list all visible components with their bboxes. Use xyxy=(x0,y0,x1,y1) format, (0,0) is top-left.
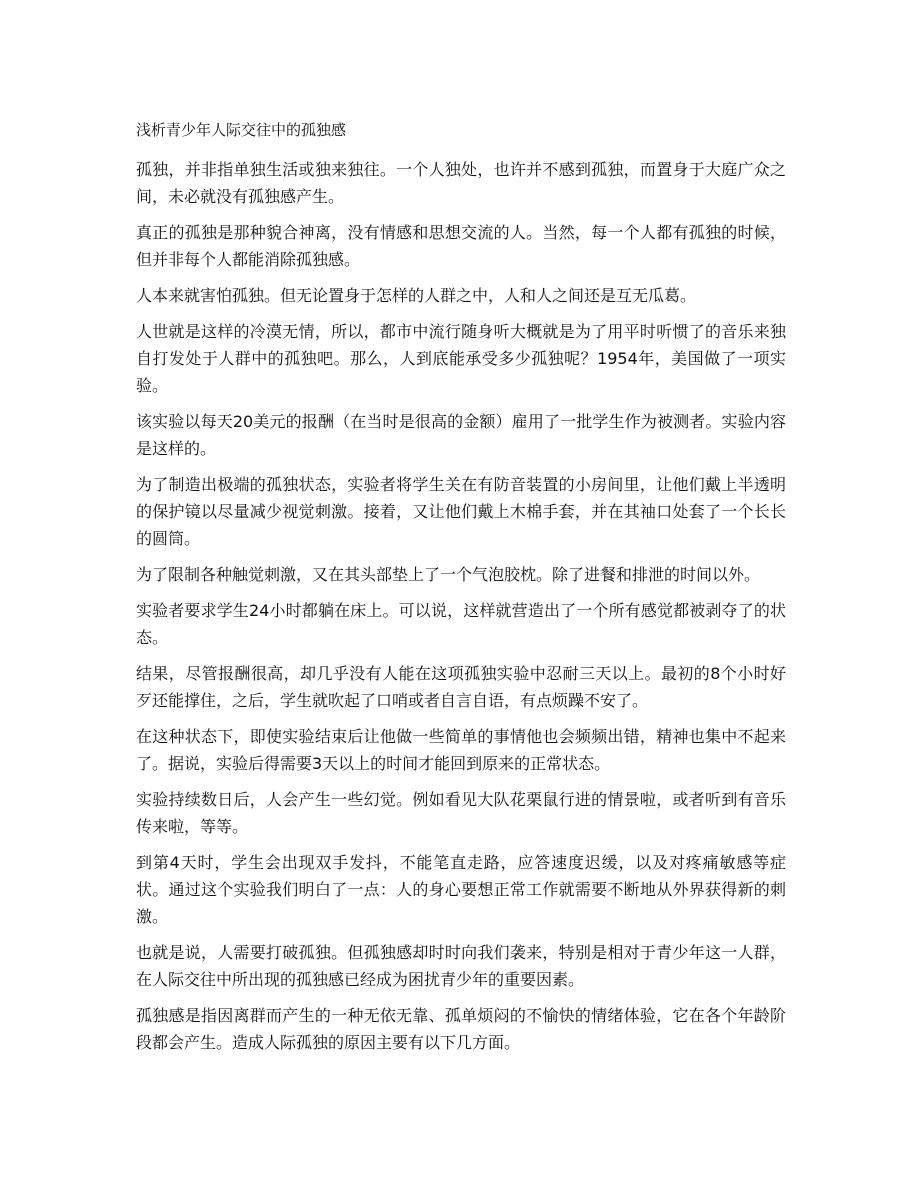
paragraph-5: 该实验以每天20美元的报酬（在当时是很高的金额）雇用了一批学生作为被测者。实验内容是这样的。 xyxy=(136,412,786,458)
paragraph-8: 实验者要求学生24小时都躺在床上。可以说，这样就营造出了一个所有感觉都被剥夺了的状态。 xyxy=(136,601,786,647)
paragraph-3: 人本来就害怕孤独。但无论置身于怎样的人群之中，人和人之间还是互无瓜葛。 xyxy=(136,286,697,305)
paragraph-6: 为了制造出极端的孤独状态，实验者将学生关在有防音装置的小房间里，让他们戴上半透明的保护镜以尽量减少视觉刺激。接着，又让他们戴上木棉手套，并在其袖口处套了一个长长的圆筒。 xyxy=(136,475,786,548)
paragraph-14: 孤独感是指因离群而产生的一种无依无靠、孤单烦闷的不愉快的情绪体验，它在各个年龄阶段都会产生。造成人际孤独的原因主要有以下几方面。 xyxy=(136,1006,786,1052)
paragraph-10: 在这种状态下，即使实验结束后让他做一些简单的事情他也会频频出错，精神也集中不起来了。据说，实验后得需要3天以上的时间才能回到原来的正常状态。 xyxy=(136,727,786,773)
document-body xyxy=(136,118,786,1065)
paragraph-7: 为了限制各种触觉刺激，又在其头部垫上了一个气泡胶枕。除了进餐和排泄的时间以外。 xyxy=(136,565,761,584)
document-title: 浅析青少年人际交往中的孤独感 xyxy=(136,121,347,139)
paragraph-13: 也就是说，人需要打破孤独。但孤独感却时时向我们袭来，特别是相对于青少年这一人群，在人际交往中所出现的孤独感已经成为困扰青少年的重要因素。 xyxy=(136,943,786,989)
paragraph-9: 结果，尽管报酬很高，却几乎没有人能在这项孤独实验中忍耐三天以上。最初的8个小时好歹还能撑住，之后，学生就吹起了口哨或者自言自语，有点烦躁不安了。 xyxy=(136,664,786,710)
paragraph-11: 实验持续数日后，人会产生一些幻觉。例如看见大队花栗鼠行进的情景啦，或者听到有音乐传来啦，等等。 xyxy=(136,790,786,836)
paragraph-2: 真正的孤独是那种貌合神离，没有情感和思想交流的人。当然，每一个人都有孤独的时候，但并非每个人都能消除孤独感。 xyxy=(136,223,786,269)
paragraph-1: 孤独，并非指单独生活或独来独往。一个人独处，也许并不感到孤独，而置身于大庭广众之间，未必就没有孤独感产生。 xyxy=(136,160,786,206)
paragraph-12: 到第4天时，学生会出现双手发抖，不能笔直走路，应答速度迟缓，以及对疼痛敏感等症状。通过这个实验我们明白了一点：人的身心要想正常工作就需要不断地从外界获得新的刺激。 xyxy=(136,853,786,926)
paragraph-4: 人世就是这样的冷漠无情，所以，都市中流行随身听大概就是为了用平时听惯了的音乐来独自打发处于人群中的孤独吧。那么，人到底能承受多少孤独呢？1954年，美国做了一项实验。 xyxy=(136,322,786,395)
